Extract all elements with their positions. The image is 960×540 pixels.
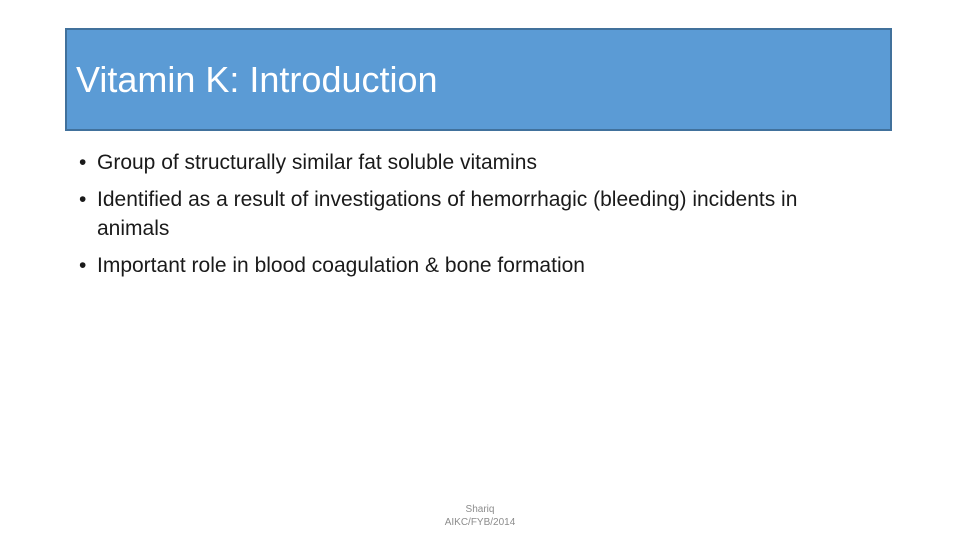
bullet-marker: • (79, 254, 87, 277)
slide-footer (420, 503, 540, 529)
bullet-text: Group of structurally similar fat soluble vitamins (97, 151, 537, 174)
footer-author: Shariq (465, 504, 495, 515)
bullet-marker: • (79, 151, 87, 174)
bullet-item (75, 251, 875, 280)
title-banner (65, 28, 892, 131)
bullet-item (75, 148, 875, 177)
bullet-text: Identified as a result of investigations of hemorrhagic (bleeding) incidents in animals (97, 188, 798, 240)
bullet-item (75, 185, 875, 243)
footer-course-code: AIKC/FYB/2014 (444, 517, 516, 528)
bullet-marker: • (79, 188, 87, 211)
slide-title: Vitamin K: Introduction (76, 59, 438, 100)
bullet-text: Important role in blood coagulation & bone formation (97, 254, 585, 277)
bullet-list (75, 148, 875, 288)
